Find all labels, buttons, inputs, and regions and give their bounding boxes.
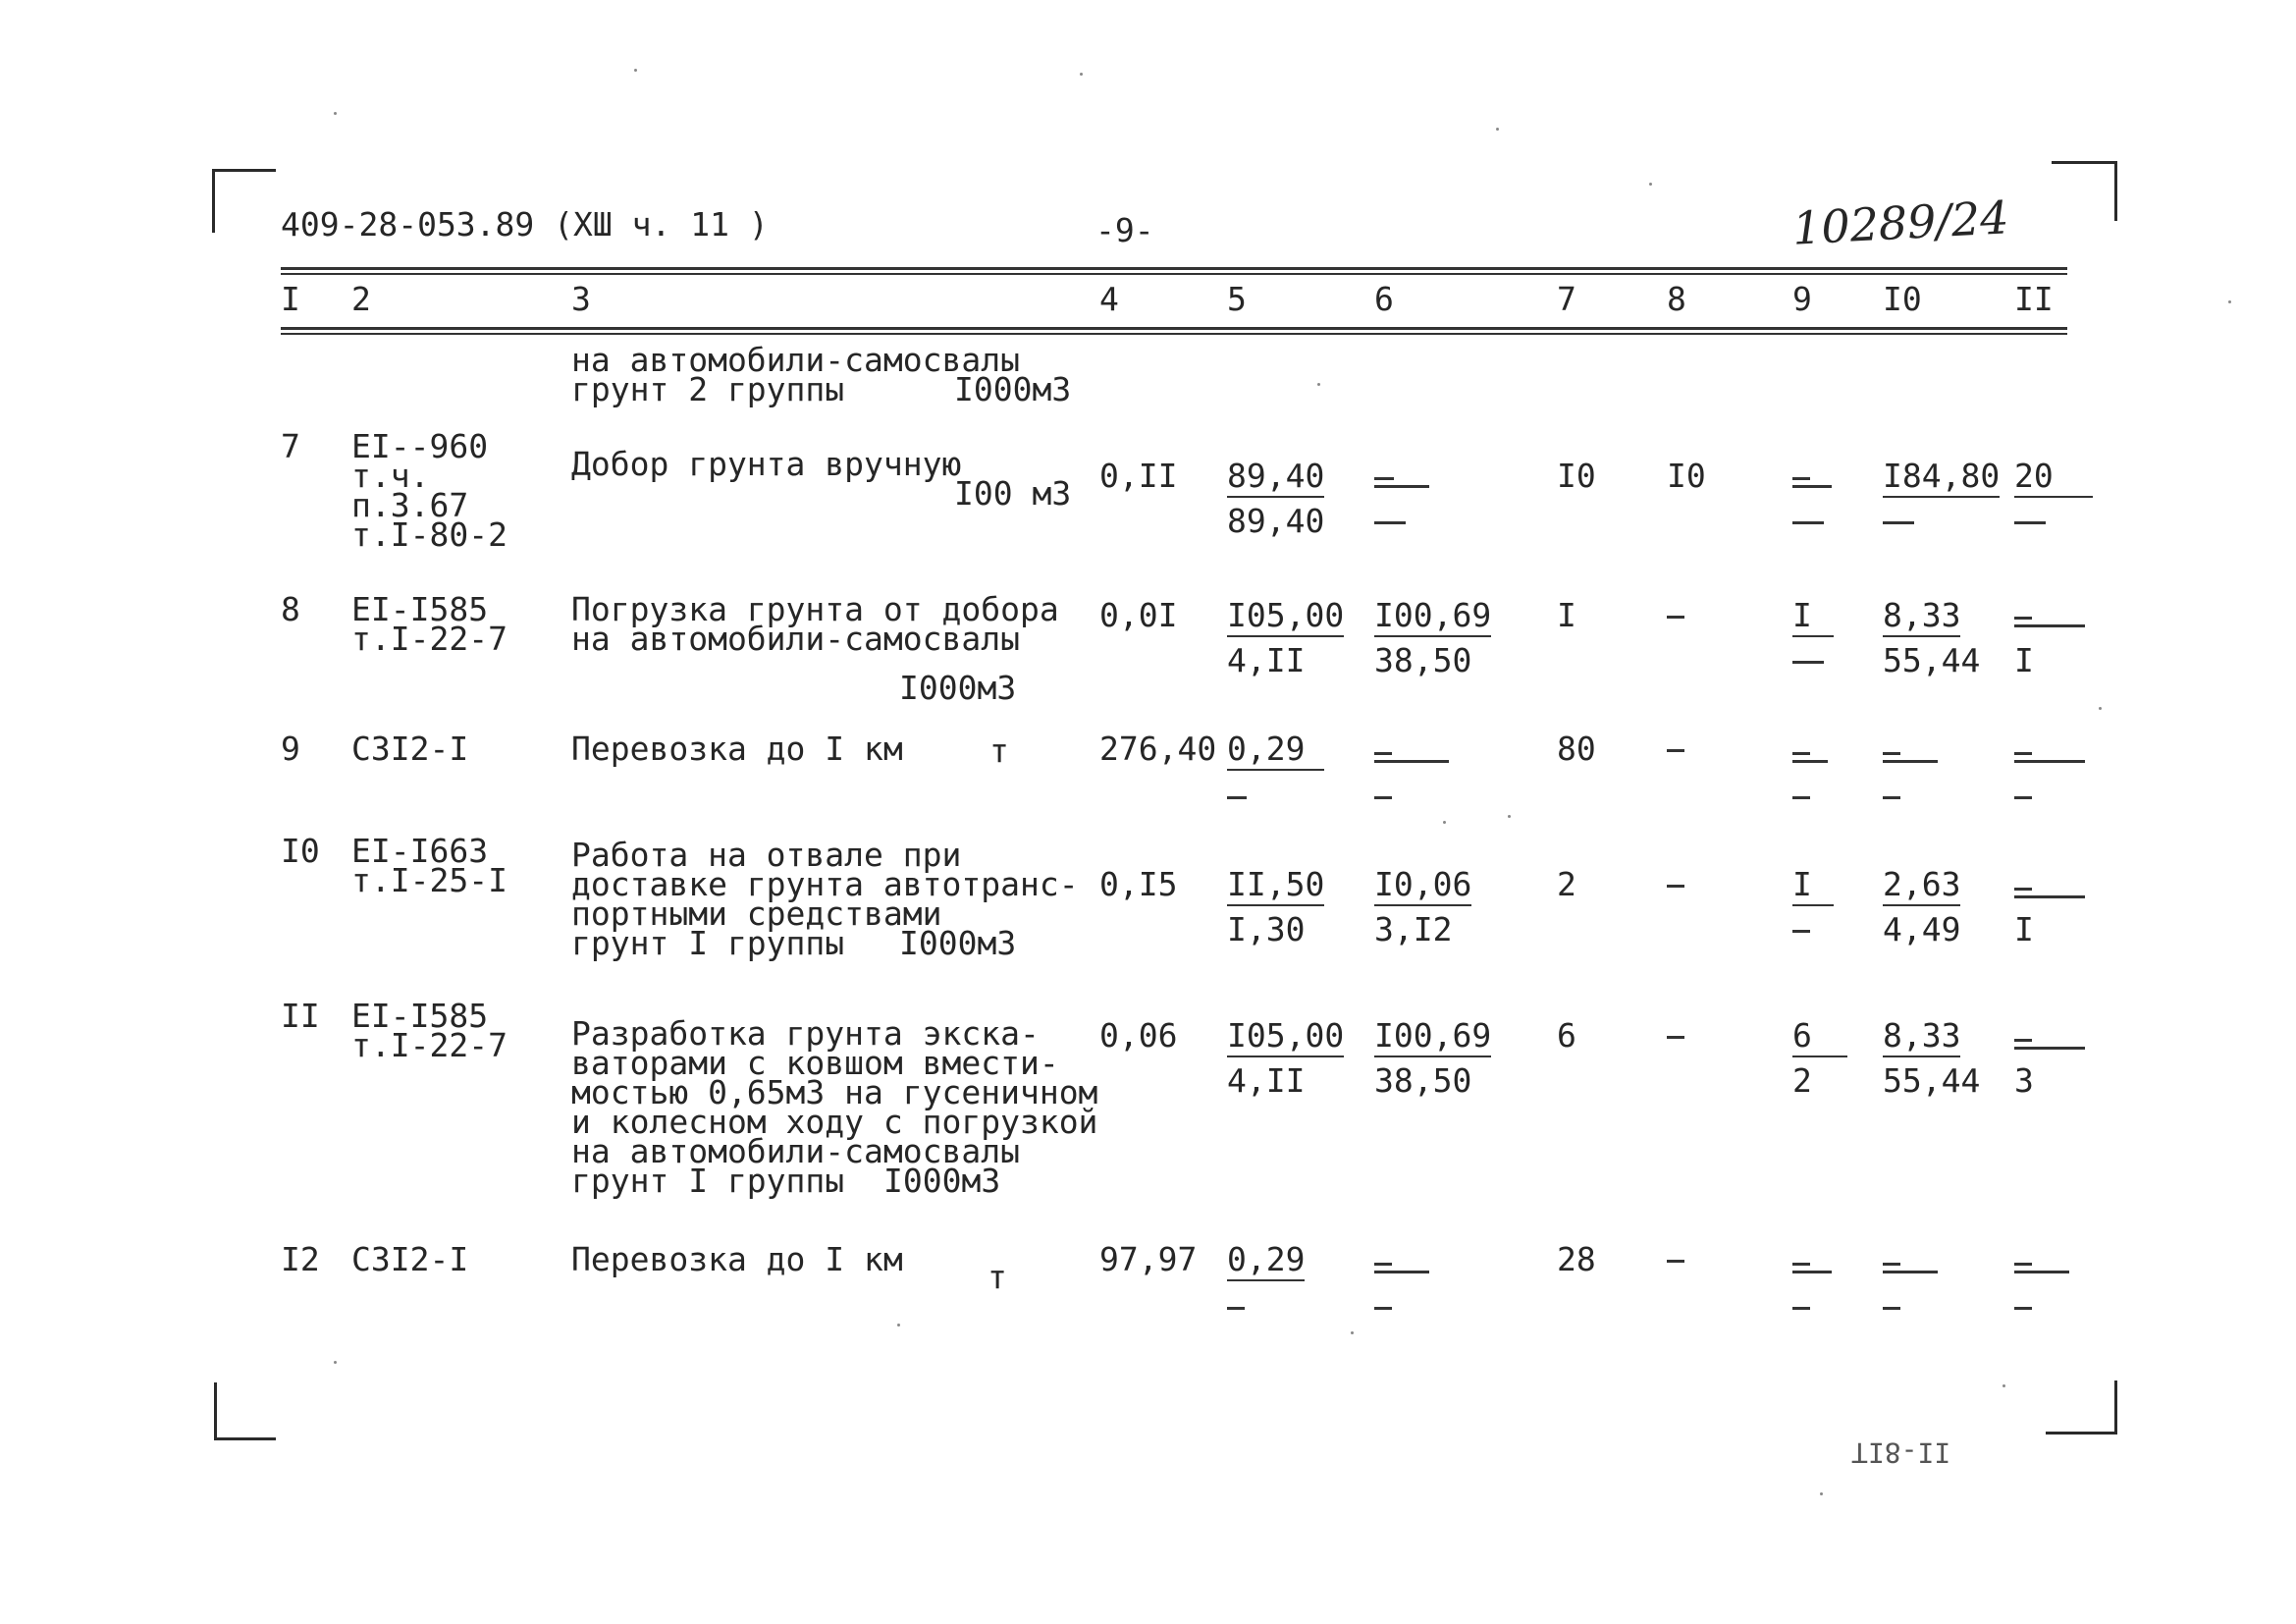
description-line: портными средствами — [571, 894, 942, 933]
scan-speck — [1443, 821, 1446, 824]
norm-code-line: EI-I663 — [351, 832, 489, 870]
description-line: на автомобили-самосвалы — [571, 1132, 1020, 1170]
col5-top-value: 0,29 — [1227, 730, 1324, 771]
scan-speck — [2099, 707, 2102, 710]
col11-bottom-dash — [2014, 1292, 2032, 1322]
col6-top-dash — [1374, 463, 1429, 499]
description-line: Перевозка до I км — [571, 730, 903, 768]
norm-code-line: EI-I585 — [351, 997, 489, 1035]
col6-top — [1374, 865, 1472, 903]
col6-top — [1374, 1016, 1492, 1055]
col10-top — [1883, 1016, 1961, 1055]
column-header-4: 4 — [1099, 280, 1119, 318]
col10-top-value: I84,80 — [1883, 457, 2000, 498]
row-number: 7 — [281, 427, 300, 465]
col10-top-value: 8,33 — [1883, 1016, 1960, 1057]
col11-top-dash — [2014, 1025, 2085, 1060]
quantity: 0,II — [1099, 457, 1178, 495]
norm-code-line: т.I-22-7 — [351, 1026, 507, 1064]
col10-top-value: 8,33 — [1883, 596, 1960, 637]
col6-top-value: I00,69 — [1374, 1016, 1491, 1057]
col9-top — [1792, 596, 1834, 634]
col5-bottom: 89,40 — [1227, 502, 1325, 540]
column-header-2: 2 — [351, 280, 371, 318]
col6-bottom-dash — [1374, 782, 1392, 811]
col5-top — [1227, 457, 1325, 495]
norm-code-line: п.3.67 — [351, 486, 469, 524]
description-line: мостью 0,65м3 на гусеничном — [571, 1073, 1098, 1111]
col9-top-value: I — [1792, 596, 1834, 637]
corner-mark-bottom-right — [2046, 1380, 2117, 1435]
col11-top-dash — [2014, 1249, 2069, 1284]
norm-code-line: EI--960 — [351, 427, 489, 465]
scan-speck — [1080, 73, 1083, 76]
norm-code-line: т.I-22-7 — [351, 620, 507, 658]
description-line: Работа на отвале при — [571, 836, 962, 874]
col9-top-dash — [1792, 1249, 1832, 1284]
description-line: Перевозка до I км — [571, 1240, 903, 1278]
header-rule-bottom — [281, 327, 2067, 330]
col9-top-value: I — [1792, 865, 1834, 906]
row-number: II — [281, 997, 320, 1035]
continuation-line-1: на автомобили-самосвалы — [571, 341, 1020, 379]
col9-bottom-dash — [1792, 1292, 1810, 1322]
norm-code-line: т.ч. — [351, 457, 430, 495]
col5-top — [1227, 1240, 1306, 1278]
col9-top-dash — [1792, 463, 1832, 499]
col7: 2 — [1557, 865, 1576, 903]
col10-top — [1883, 596, 1961, 634]
col5-top — [1227, 730, 1324, 768]
row-number: 8 — [281, 590, 300, 628]
unit: I00 м3 — [954, 474, 1072, 513]
col10-bottom-dash — [1883, 1292, 1900, 1322]
corner-mark-top-left — [212, 169, 276, 233]
col10-top — [1883, 457, 2001, 495]
scan-speck — [334, 1361, 337, 1364]
description-line: грунт I группы — [571, 1162, 845, 1200]
column-header-5: 5 — [1227, 280, 1247, 318]
norm-code-line: C3I2-I — [351, 1240, 469, 1278]
col9-bottom-dash — [1792, 915, 1810, 945]
corner-mark-bottom-left — [214, 1382, 276, 1440]
col5-bottom-dash — [1227, 1292, 1245, 1322]
col7: 28 — [1557, 1240, 1596, 1278]
continuation-unit: I000м3 — [954, 370, 1072, 408]
col5-top-value: II,50 — [1227, 865, 1324, 906]
col6-top-value: I00,69 — [1374, 596, 1491, 637]
col10-bottom-dash — [1883, 782, 1900, 811]
col9-top-value: 6 — [1792, 1016, 1847, 1057]
scan-speck — [634, 69, 637, 72]
col5-top — [1227, 596, 1345, 634]
col9-top — [1792, 1016, 1847, 1055]
continuation-line-2: грунт 2 группы — [571, 370, 845, 408]
col5-top-value: 0,29 — [1227, 1240, 1305, 1281]
header-rule-top-2 — [281, 273, 2067, 275]
col5-bottom: 4,II — [1227, 1061, 1306, 1100]
col5-top-value: I05,00 — [1227, 1016, 1344, 1057]
col7: 6 — [1557, 1016, 1576, 1055]
col9-top-dash — [1792, 738, 1828, 774]
col11-top-value: 20 — [2014, 457, 2093, 498]
document-code: 409-28-053.89 (XШ ч. 11 ) — [281, 205, 769, 244]
col6-top-dash — [1374, 1249, 1429, 1284]
col6-top-dash — [1374, 738, 1449, 774]
col6-bottom: 3,I2 — [1374, 910, 1453, 948]
description-line: на автомобили-самосвалы — [571, 620, 1020, 658]
col11-bottom: I — [2014, 641, 2034, 679]
scan-speck — [1820, 1492, 1823, 1495]
mirrored-stamp: II-8IT — [1851, 1436, 1951, 1469]
column-header-3: 3 — [571, 280, 591, 318]
norm-code-line: C3I2-I — [351, 730, 469, 768]
col11-top-dash — [2014, 603, 2085, 638]
unit: т — [988, 1258, 1007, 1296]
col5-bottom: 4,II — [1227, 641, 1306, 679]
scan-speck — [2228, 300, 2231, 303]
unit: I000м3 — [899, 669, 1017, 707]
col11-bottom-dash — [2014, 782, 2032, 811]
col7: 80 — [1557, 730, 1596, 768]
column-header-10: I0 — [1883, 280, 1922, 318]
col6-top-value: I0,06 — [1374, 865, 1471, 906]
column-header-9: 9 — [1792, 280, 1812, 318]
description-line: грунт I группы — [571, 924, 845, 962]
column-header-8: 8 — [1667, 280, 1686, 318]
quantity: 0,0I — [1099, 596, 1178, 634]
col10-bottom: 4,49 — [1883, 910, 1961, 948]
header-rule-top — [281, 267, 2067, 270]
scan-speck — [1649, 183, 1652, 186]
col10-bottom: 55,44 — [1883, 1061, 1981, 1100]
col10-top-dash — [1883, 738, 1938, 774]
col6-bottom: 38,50 — [1374, 1061, 1472, 1100]
column-header-11: II — [2014, 280, 2054, 318]
col9-bottom-dash — [1792, 507, 1824, 536]
col5-top-value: I05,00 — [1227, 596, 1344, 637]
col10-bottom: 55,44 — [1883, 641, 1981, 679]
col9-bottom-dash — [1792, 782, 1810, 811]
col9-bottom-dash — [1792, 646, 1824, 676]
description-line: и колесном ходу с погрузкой — [571, 1103, 1098, 1141]
description-line: Разработка грунта экска- — [571, 1014, 1040, 1053]
description-line: Погрузка грунта от добора — [571, 590, 1059, 628]
col5-bottom: I,30 — [1227, 910, 1306, 948]
col8-dash — [1667, 870, 1684, 899]
scan-speck — [1496, 128, 1499, 131]
handwritten-archive-number: 10289/24 — [1790, 190, 2010, 255]
col11-bottom: 3 — [2014, 1061, 2034, 1100]
col11-top — [2014, 457, 2093, 495]
col8: I0 — [1667, 457, 1706, 495]
col11-top-dash — [2014, 874, 2085, 909]
norm-code-line: т.I-25-I — [351, 861, 507, 899]
corner-mark-top-right — [2052, 161, 2117, 221]
page-number: -9- — [1095, 211, 1154, 249]
quantity: 0,I5 — [1099, 865, 1178, 903]
col7: I0 — [1557, 457, 1596, 495]
col6-bottom: 38,50 — [1374, 641, 1472, 679]
scan-speck — [1508, 815, 1511, 818]
quantity: 97,97 — [1099, 1240, 1198, 1278]
description-line: доставке грунта автотранс- — [571, 865, 1079, 903]
column-header-7: 7 — [1557, 280, 1576, 318]
col8-dash — [1667, 734, 1684, 764]
col8-dash — [1667, 1021, 1684, 1051]
col11-bottom-dash — [2014, 507, 2046, 536]
scan-speck — [1351, 1331, 1354, 1334]
col8-dash — [1667, 601, 1684, 630]
scan-speck — [2002, 1384, 2005, 1387]
col10-top — [1883, 865, 1961, 903]
col5-bottom-dash — [1227, 782, 1247, 811]
row-number: 9 — [281, 730, 300, 768]
col9-bottom: 2 — [1792, 1061, 1812, 1100]
col11-bottom: I — [2014, 910, 2034, 948]
col10-top-value: 2,63 — [1883, 865, 1960, 906]
column-header-1: I — [281, 280, 300, 318]
col5-top — [1227, 865, 1325, 903]
col6-bottom-dash — [1374, 1292, 1392, 1322]
col6-top — [1374, 596, 1492, 634]
col6-bottom-dash — [1374, 507, 1406, 536]
column-header-6: 6 — [1374, 280, 1394, 318]
description-line: Добор грунта вручную — [571, 445, 962, 483]
col11-top-dash — [2014, 738, 2085, 774]
norm-code-line: т.I-80-2 — [351, 515, 507, 554]
col8-dash — [1667, 1245, 1684, 1274]
header-rule-bottom-2 — [281, 333, 2067, 335]
unit: I000м3 — [883, 1162, 1001, 1200]
row-number: I2 — [281, 1240, 320, 1278]
scan-speck — [897, 1324, 900, 1326]
quantity: 276,40 — [1099, 730, 1217, 768]
scan-speck — [334, 112, 337, 115]
scan-speck — [1317, 383, 1320, 386]
row-number: I0 — [281, 832, 320, 870]
quantity: 0,06 — [1099, 1016, 1178, 1055]
col5-top-value: 89,40 — [1227, 457, 1324, 498]
col7: I — [1557, 596, 1576, 634]
col5-top — [1227, 1016, 1345, 1055]
col10-top-dash — [1883, 1249, 1938, 1284]
description-line: ваторами с ковшом вмести- — [571, 1044, 1059, 1082]
norm-code-line: EI-I585 — [351, 590, 489, 628]
unit: т — [989, 731, 1009, 770]
col10-bottom-dash — [1883, 507, 1914, 536]
unit: I000м3 — [899, 924, 1017, 962]
col9-top — [1792, 865, 1834, 903]
